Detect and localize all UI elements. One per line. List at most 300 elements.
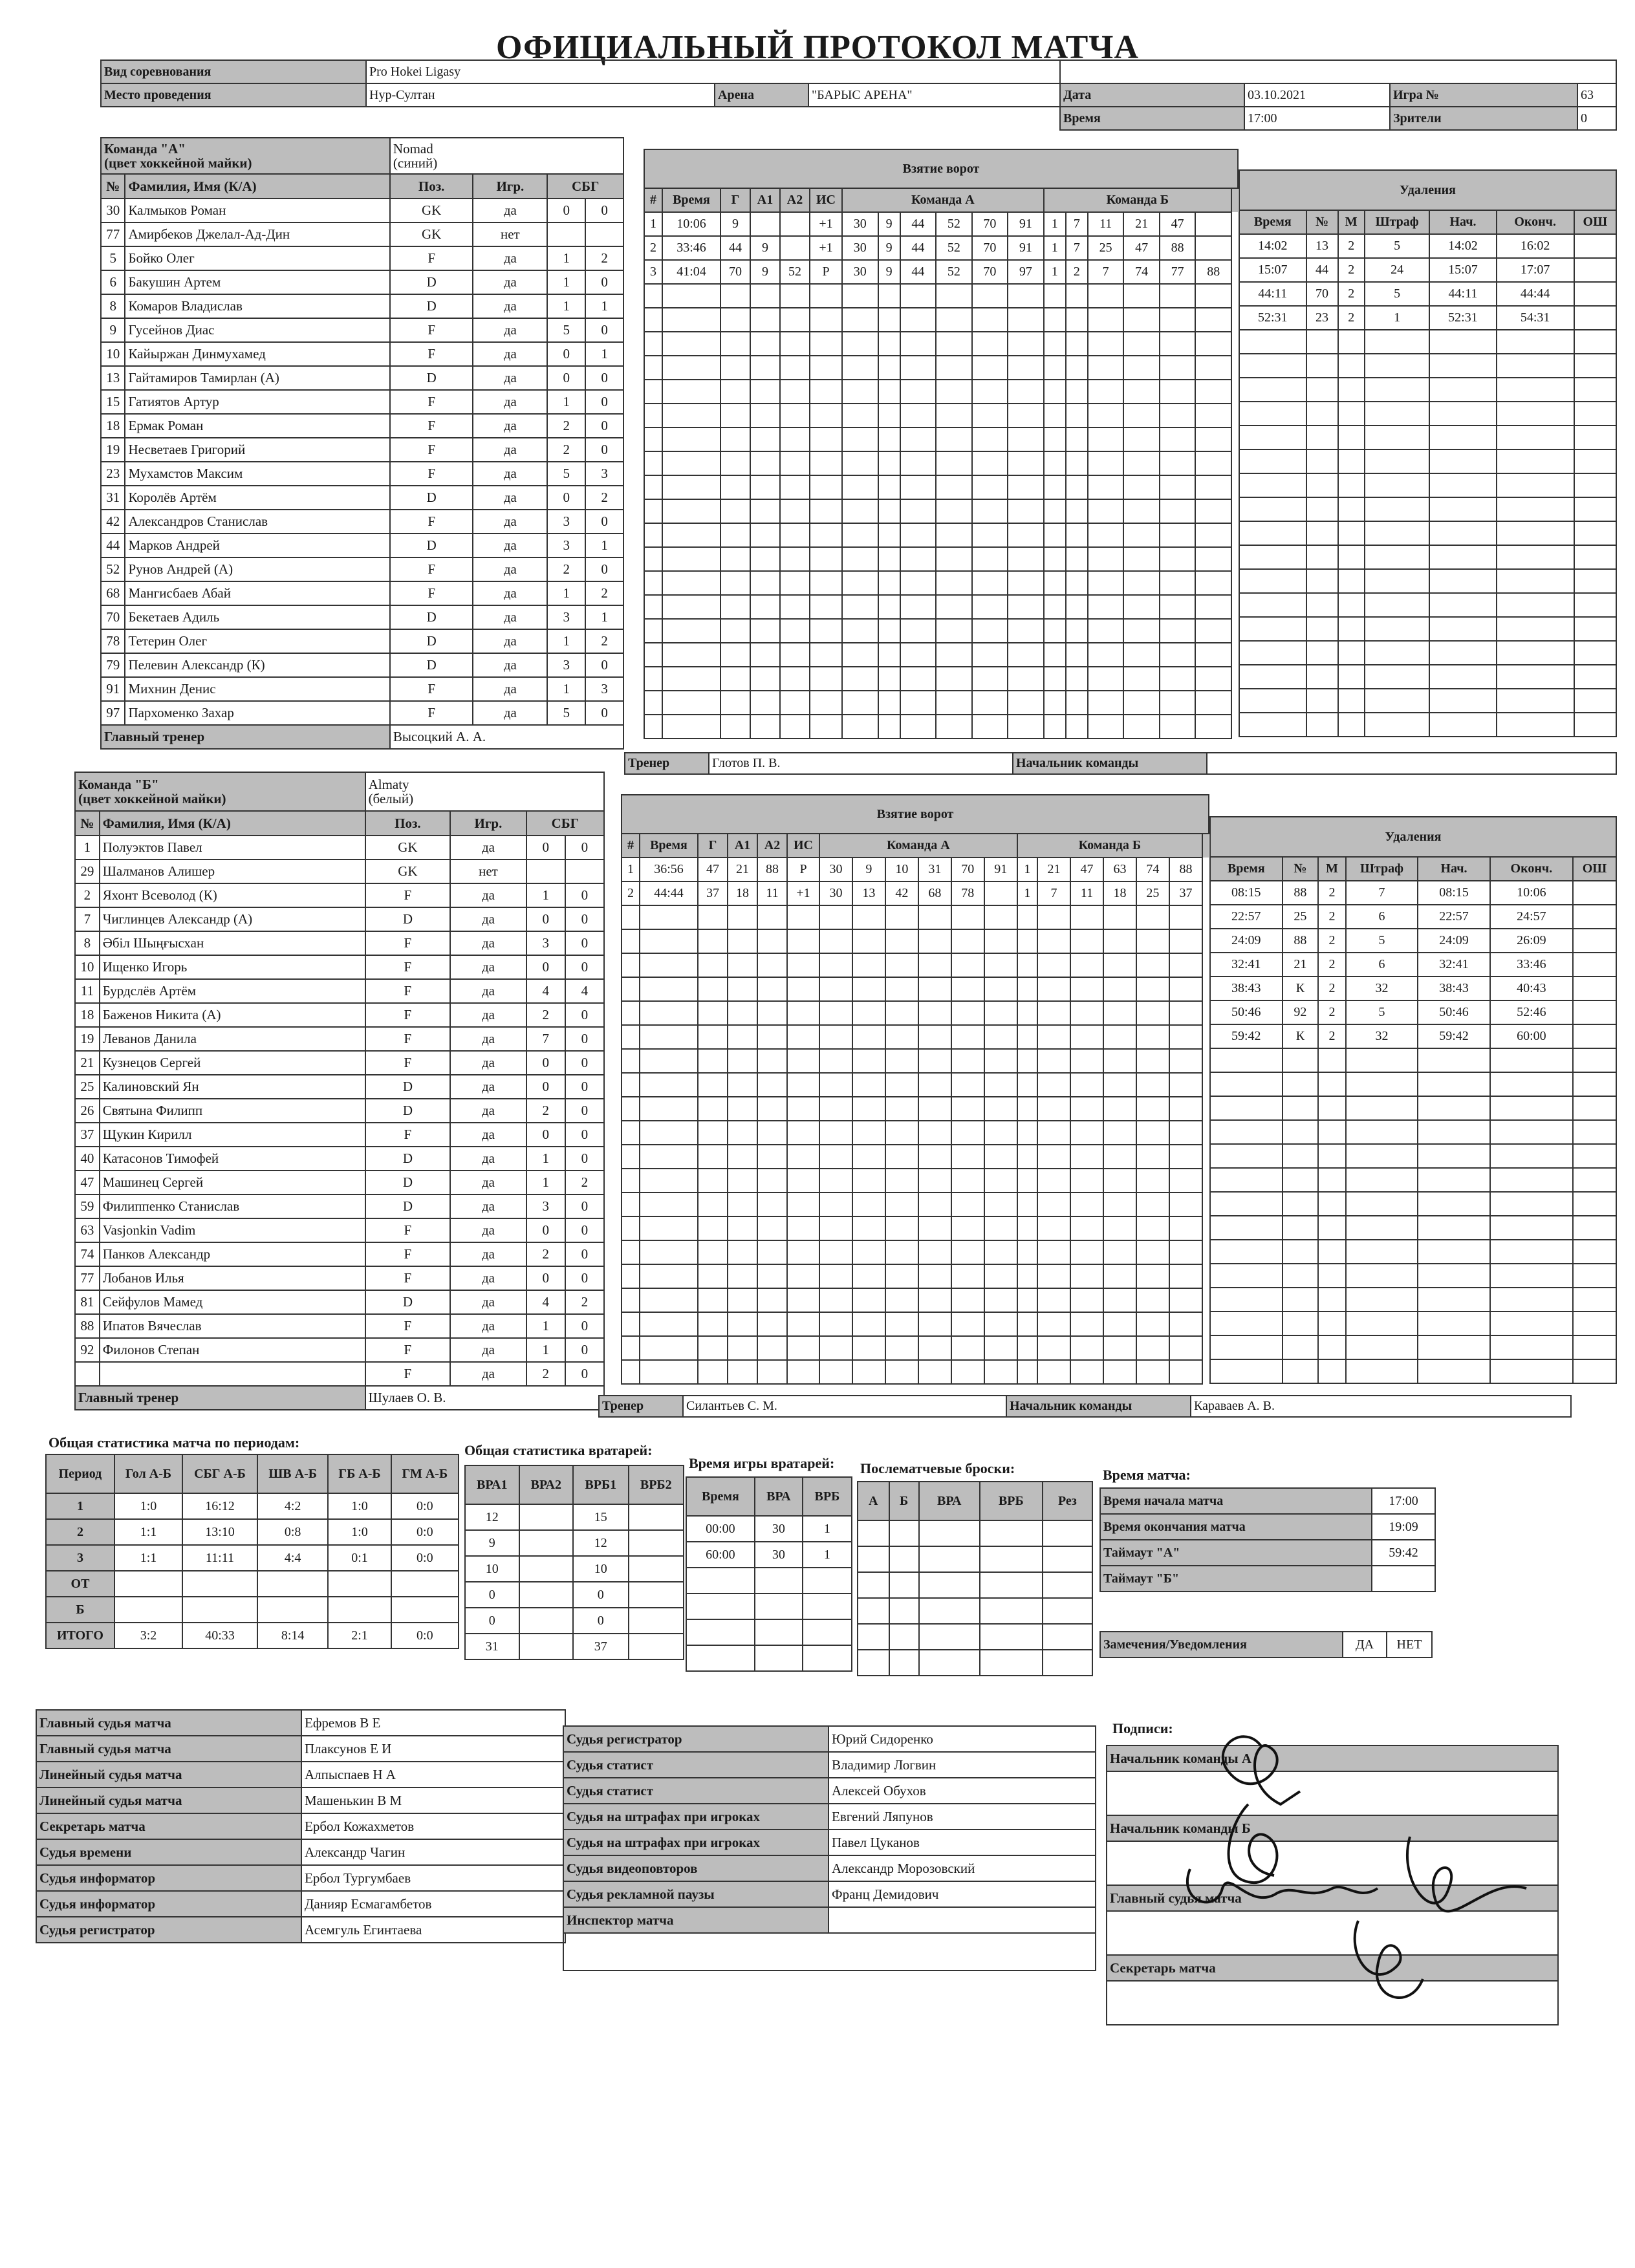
on-ice-team-a [885, 1312, 918, 1336]
on-ice-team-a [1008, 643, 1044, 667]
stats-cell: 40:33 [182, 1623, 257, 1648]
on-ice-team-b [1136, 1001, 1169, 1025]
official-role: Судья на штрафах при игроках [563, 1804, 828, 1830]
stats-row [465, 1634, 684, 1659]
goal-time [640, 953, 698, 977]
goal-assist-1 [750, 523, 780, 547]
on-ice-team-b [1160, 691, 1196, 715]
goal-scorer [720, 475, 750, 499]
penalty-osh [1573, 1335, 1616, 1359]
stats-cell: 15 [573, 1504, 628, 1530]
stats-cell [1043, 1598, 1092, 1624]
on-ice-team-b [1017, 905, 1037, 929]
stats-cell: 1 [803, 1516, 852, 1542]
goal-scorer [698, 1121, 728, 1145]
official-role: Инспектор матча [563, 1907, 828, 1933]
on-ice-team-a [878, 427, 900, 451]
player-row [75, 1075, 604, 1099]
goal-scorer [720, 619, 750, 643]
col-num-b: № [75, 811, 100, 836]
on-ice-team-b [1195, 284, 1231, 308]
penalty-time [1239, 354, 1306, 378]
player-number: 81 [75, 1290, 100, 1314]
player-played: да [450, 1290, 526, 1314]
stats-cell [889, 1572, 919, 1598]
penalty-code: 5 [1365, 282, 1429, 306]
penalty-minutes [1318, 1312, 1345, 1335]
penalty-player [1283, 1335, 1319, 1359]
goal-situation [810, 332, 842, 356]
stats-header: Гол А-Б [114, 1454, 182, 1493]
official-role: Судья видеоповторов [563, 1855, 828, 1881]
goals-col-is: ИС [810, 188, 842, 212]
on-ice-team-b [1123, 499, 1160, 523]
on-ice-team-a [819, 1288, 852, 1312]
on-ice-team-a [918, 929, 951, 953]
penalty-time [1239, 569, 1306, 593]
stats-cell: Б [46, 1597, 114, 1623]
on-ice-team-a: 30 [819, 881, 852, 905]
team-b-head-coach-label: Главный тренер [75, 1386, 365, 1410]
on-ice-team-a [852, 1336, 885, 1360]
penalty-end [1497, 521, 1574, 545]
stats-cell [114, 1597, 182, 1623]
on-ice-team-b [1070, 953, 1103, 977]
goal-situation [810, 595, 842, 619]
on-ice-team-b [1195, 356, 1231, 380]
player-played: да [450, 836, 526, 859]
penalty-time [1210, 1264, 1283, 1288]
player-sog-2: 3 [585, 462, 623, 486]
player-sog-2: 2 [585, 581, 623, 605]
penalty-row [1239, 641, 1616, 665]
official-role: Главный судья матча [36, 1710, 301, 1736]
on-ice-team-b [1088, 475, 1124, 499]
player-played: да [473, 390, 547, 414]
penalty-start [1418, 1288, 1490, 1312]
on-ice-team-a [936, 571, 972, 595]
player-name: Әбіл Шыңғысхан [100, 931, 365, 955]
team-b-roster [74, 772, 605, 1410]
penalty-osh [1573, 953, 1616, 977]
on-ice-team-a: 70 [972, 236, 1008, 260]
on-ice-team-b [1017, 1025, 1037, 1049]
penalty-minutes [1338, 569, 1365, 593]
goal-row [622, 1121, 1209, 1145]
player-number: 63 [75, 1218, 100, 1242]
player-played: да [450, 1099, 526, 1123]
player-name: Полуэктов Павел [100, 836, 365, 859]
on-ice-team-b [1066, 643, 1088, 667]
player-row [101, 462, 623, 486]
penalty-code: 32 [1346, 977, 1418, 1000]
officials-left [36, 1709, 566, 1943]
goal-extra [1202, 858, 1209, 881]
player-played: нет [450, 859, 526, 883]
goal-number [622, 1336, 640, 1360]
player-played: да [473, 510, 547, 534]
player-row [75, 859, 604, 883]
goal-situation [787, 1264, 819, 1288]
page-title: ОФИЦИАЛЬНЫЙ ПРОТОКОЛ МАТЧА [496, 29, 1139, 66]
stats-cell: 16:12 [182, 1493, 257, 1519]
on-ice-team-b [1195, 523, 1231, 547]
goal-situation [787, 953, 819, 977]
penalty-time [1239, 473, 1306, 497]
on-ice-team-b [1123, 595, 1160, 619]
on-ice-team-a [819, 1193, 852, 1216]
penalty-player [1306, 426, 1338, 449]
player-row [101, 438, 623, 462]
player-row [101, 318, 623, 342]
stats-cell [391, 1597, 459, 1623]
goal-assist-1 [728, 1264, 757, 1288]
player-name: Филиппенко Станислав [100, 1194, 365, 1218]
stats-header: ВРБ [803, 1477, 852, 1516]
official-name: Асемгуль Егинтаева [301, 1917, 565, 1943]
on-ice-team-a [885, 1025, 918, 1049]
penalty-time [1210, 1335, 1283, 1359]
on-ice-team-a [842, 715, 878, 739]
on-ice-team-b [1195, 619, 1231, 643]
goal-situation [810, 643, 842, 667]
on-ice-team-b [1169, 977, 1202, 1001]
on-ice-team-b [1160, 499, 1196, 523]
player-sog-2: 0 [565, 1003, 604, 1027]
stats-cell [858, 1546, 889, 1572]
penalty-player [1306, 402, 1338, 426]
on-ice-team-b [1136, 1312, 1169, 1336]
player-name: Калмыков Роман [125, 199, 389, 222]
match-time-title: Время матча: [1103, 1467, 1191, 1483]
stats-row [858, 1598, 1092, 1624]
stats-cell: 0:0 [391, 1623, 459, 1648]
goal-situation [810, 547, 842, 571]
on-ice-team-b [1136, 1240, 1169, 1264]
player-sog-1: 1 [526, 1338, 565, 1362]
on-ice-team-b [1123, 380, 1160, 404]
on-ice-team-b [1136, 1049, 1169, 1073]
penalty-osh [1573, 1264, 1616, 1288]
on-ice-team-a [842, 499, 878, 523]
on-ice-team-b [1066, 380, 1088, 404]
on-ice-team-b [1017, 1288, 1037, 1312]
player-position: D [365, 1290, 451, 1314]
penalty-player: 25 [1283, 905, 1319, 929]
player-row [75, 1362, 604, 1386]
goal-extra [1231, 619, 1238, 643]
goal-row [622, 1216, 1209, 1240]
goal-extra [1202, 1312, 1209, 1336]
on-ice-team-b [1195, 236, 1231, 260]
on-ice-team-a [918, 1264, 951, 1288]
stats-row [858, 1624, 1092, 1650]
penalty-time: 44:11 [1239, 282, 1306, 306]
game-label: Игра № [1390, 83, 1577, 107]
on-ice-team-a [972, 691, 1008, 715]
on-ice-team-b [1066, 475, 1088, 499]
penalty-row [1210, 953, 1616, 977]
on-ice-team-b [1195, 691, 1231, 715]
on-ice-team-a [951, 929, 984, 953]
competition-value: Pro Hokei Ligasy [366, 60, 1060, 83]
on-ice-team-b [1017, 1240, 1037, 1264]
goal-row [622, 977, 1209, 1001]
on-ice-team-b: 47 [1123, 236, 1160, 260]
penalty-row [1210, 881, 1616, 905]
penalty-start [1429, 545, 1497, 569]
goal-extra [1202, 1240, 1209, 1264]
on-ice-team-a [819, 1049, 852, 1073]
on-ice-team-b [1088, 571, 1124, 595]
penalty-code: 32 [1346, 1024, 1418, 1048]
goal-extra [1202, 1360, 1209, 1384]
goal-time [640, 1097, 698, 1121]
on-ice-team-b [1088, 691, 1124, 715]
player-name: Ищенко Игорь [100, 955, 365, 979]
on-ice-team-b [1136, 1169, 1169, 1193]
goal-assist-1 [750, 667, 780, 691]
on-ice-team-b [1017, 1073, 1037, 1097]
penalty-start [1418, 1120, 1490, 1144]
goal-assist-2 [780, 236, 810, 260]
team-b-head-coach: Шулаев О. В. [365, 1386, 604, 1410]
stats-cell: 13:10 [182, 1519, 257, 1545]
player-sog-2: 0 [585, 270, 623, 294]
stats-cell: 0 [465, 1608, 519, 1634]
goal-time [640, 905, 698, 929]
player-sog-1: 0 [526, 1218, 565, 1242]
goal-scorer [720, 523, 750, 547]
goal-extra [1231, 571, 1238, 595]
on-ice-team-a: 91 [1008, 212, 1044, 236]
player-number: 91 [101, 677, 125, 701]
on-ice-team-a [972, 571, 1008, 595]
on-ice-team-a [918, 1312, 951, 1336]
on-ice-team-b: 1 [1044, 212, 1066, 236]
player-sog-2: 0 [585, 366, 623, 390]
on-ice-team-a: 70 [951, 858, 984, 881]
on-ice-team-a [842, 404, 878, 427]
on-ice-team-a [885, 1121, 918, 1145]
on-ice-team-a [852, 1001, 885, 1025]
goal-number: 1 [644, 212, 662, 236]
official-row [563, 1881, 1096, 1907]
on-ice-team-b [1169, 1049, 1202, 1073]
stats-cell: ОТ [46, 1571, 114, 1597]
stats-header: ВРА2 [519, 1465, 574, 1504]
on-ice-team-b [1160, 571, 1196, 595]
on-ice-team-a [900, 332, 937, 356]
penalty-start [1418, 1359, 1490, 1383]
stats-cell [858, 1572, 889, 1598]
stats-cell [980, 1650, 1043, 1676]
official-name: Франц Демидович [828, 1881, 1096, 1907]
penalty-time: 38:43 [1210, 977, 1283, 1000]
goal-row [622, 1145, 1209, 1169]
player-name: Гайтамиров Тамирлан (А) [125, 366, 389, 390]
goal-assist-1 [728, 977, 757, 1001]
on-ice-team-a [900, 499, 937, 523]
team-a-coach: Глотов П. В. [709, 753, 1013, 774]
goal-time [640, 1049, 698, 1073]
player-number: 19 [101, 438, 125, 462]
penalty-end [1497, 569, 1574, 593]
on-ice-team-b [1160, 451, 1196, 475]
goal-assist-2 [757, 1025, 787, 1049]
penalty-player [1306, 617, 1338, 641]
shootout-table [857, 1481, 1093, 1676]
penalty-osh [1573, 1359, 1616, 1383]
penalty-time [1210, 1288, 1283, 1312]
remarks-label: Замечения/Уведомления [1100, 1632, 1343, 1658]
official-name: Евгений Ляпунов [828, 1804, 1096, 1830]
player-number: 31 [101, 486, 125, 510]
goal-situation: Р [810, 260, 842, 284]
team-a-penalties [1239, 169, 1617, 737]
on-ice-team-b [1017, 977, 1037, 1001]
goal-row [622, 1312, 1209, 1336]
goal-scorer [720, 380, 750, 404]
player-number [75, 1362, 100, 1386]
goal-number [644, 380, 662, 404]
on-ice-team-a [951, 953, 984, 977]
player-number: 18 [101, 414, 125, 438]
penalty-row [1239, 617, 1616, 641]
on-ice-team-a [900, 691, 937, 715]
player-sog-1: 1 [547, 677, 585, 701]
col-gp: Игр. [473, 174, 547, 199]
penalty-start [1429, 665, 1497, 689]
goal-situation [787, 1360, 819, 1384]
stats-cell [980, 1624, 1043, 1650]
team-a-chief [1207, 753, 1616, 774]
goal-row [622, 929, 1209, 953]
goal-scorer [720, 451, 750, 475]
goal-extra [1202, 1169, 1209, 1193]
stats-cell [1043, 1546, 1092, 1572]
penalty-code [1346, 1096, 1418, 1120]
player-sog-2: 0 [585, 557, 623, 581]
goalie-stats-title: Общая статистика вратарей: [464, 1442, 653, 1458]
on-ice-team-a [842, 451, 878, 475]
stats-header: ВРА [755, 1477, 803, 1516]
on-ice-team-b [1037, 1025, 1070, 1049]
on-ice-team-b [1195, 643, 1231, 667]
goal-assist-2 [757, 1145, 787, 1169]
on-ice-team-a [842, 284, 878, 308]
goal-row [622, 1049, 1209, 1073]
player-row [75, 1099, 604, 1123]
player-position: F [390, 438, 473, 462]
on-ice-team-a [819, 1145, 852, 1169]
player-position: D [365, 907, 451, 931]
stats-cell: 1 [803, 1542, 852, 1568]
on-ice-team-a [951, 1073, 984, 1097]
on-ice-team-a [1008, 356, 1044, 380]
on-ice-team-a [842, 619, 878, 643]
on-ice-team-a [852, 977, 885, 1001]
on-ice-team-b: 21 [1123, 212, 1160, 236]
player-number: 52 [101, 557, 125, 581]
penalty-player [1306, 378, 1338, 402]
player-sog-2: 0 [585, 199, 623, 222]
goal-assist-1 [728, 953, 757, 977]
player-name: Рунов Андрей (А) [125, 557, 389, 581]
player-name: Баженов Никита (А) [100, 1003, 365, 1027]
goal-scorer [720, 308, 750, 332]
goal-scorer [698, 953, 728, 977]
penalty-time [1239, 402, 1306, 426]
player-played: да [473, 486, 547, 510]
goal-assist-1 [728, 1145, 757, 1169]
goal-row [644, 404, 1238, 427]
stats-header: ВРБ [980, 1482, 1043, 1520]
on-ice-team-b [1044, 308, 1066, 332]
player-sog-2: 1 [585, 294, 623, 318]
on-ice-team-b [1123, 451, 1160, 475]
goal-assist-2 [780, 571, 810, 595]
on-ice-team-a [984, 1073, 1017, 1097]
penalty-end [1497, 689, 1574, 713]
penalty-minutes: 2 [1318, 1024, 1345, 1048]
player-sog-1: 4 [526, 979, 565, 1003]
penalty-time [1210, 1216, 1283, 1240]
stats-header: Время [686, 1477, 755, 1516]
on-ice-team-a [819, 1336, 852, 1360]
official-role: Секретарь матча [36, 1813, 301, 1839]
on-ice-team-a [984, 905, 1017, 929]
goal-time [640, 1001, 698, 1025]
stats-cell [980, 1520, 1043, 1546]
goal-number [644, 667, 662, 691]
goal-extra [1231, 427, 1238, 451]
on-ice-team-a [984, 1121, 1017, 1145]
on-ice-team-b [1070, 1145, 1103, 1169]
player-sog-2: 0 [565, 1123, 604, 1147]
header-gap [101, 107, 1060, 130]
on-ice-team-a [972, 715, 1008, 739]
official-row [36, 1710, 565, 1736]
player-sog-2: 0 [565, 1266, 604, 1290]
goal-row [644, 691, 1238, 715]
stats-row [465, 1556, 684, 1582]
on-ice-team-b [1195, 332, 1231, 356]
official-name [828, 1907, 1096, 1933]
on-ice-team-a [936, 715, 972, 739]
stats-cell [803, 1619, 852, 1645]
on-ice-team-b [1037, 1073, 1070, 1097]
on-ice-team-a [918, 1121, 951, 1145]
goal-assist-1 [750, 547, 780, 571]
signatures-title: Подписи: [1112, 1720, 1173, 1736]
on-ice-team-a [852, 905, 885, 929]
penalty-end [1497, 713, 1574, 737]
on-ice-team-a [918, 953, 951, 977]
goal-situation [787, 1049, 819, 1073]
stats-cell [629, 1530, 684, 1556]
player-sog-2: 0 [565, 1218, 604, 1242]
player-position: GK [365, 836, 451, 859]
penalty-start: 22:57 [1418, 905, 1490, 929]
remarks-table [1099, 1631, 1433, 1658]
on-ice-team-a [885, 1073, 918, 1097]
goal-assist-2 [780, 427, 810, 451]
player-name: Филонов Степан [100, 1338, 365, 1362]
on-ice-team-a: 13 [852, 881, 885, 905]
on-ice-team-a: 52 [936, 236, 972, 260]
pens-col-start: Нач. [1429, 210, 1497, 234]
